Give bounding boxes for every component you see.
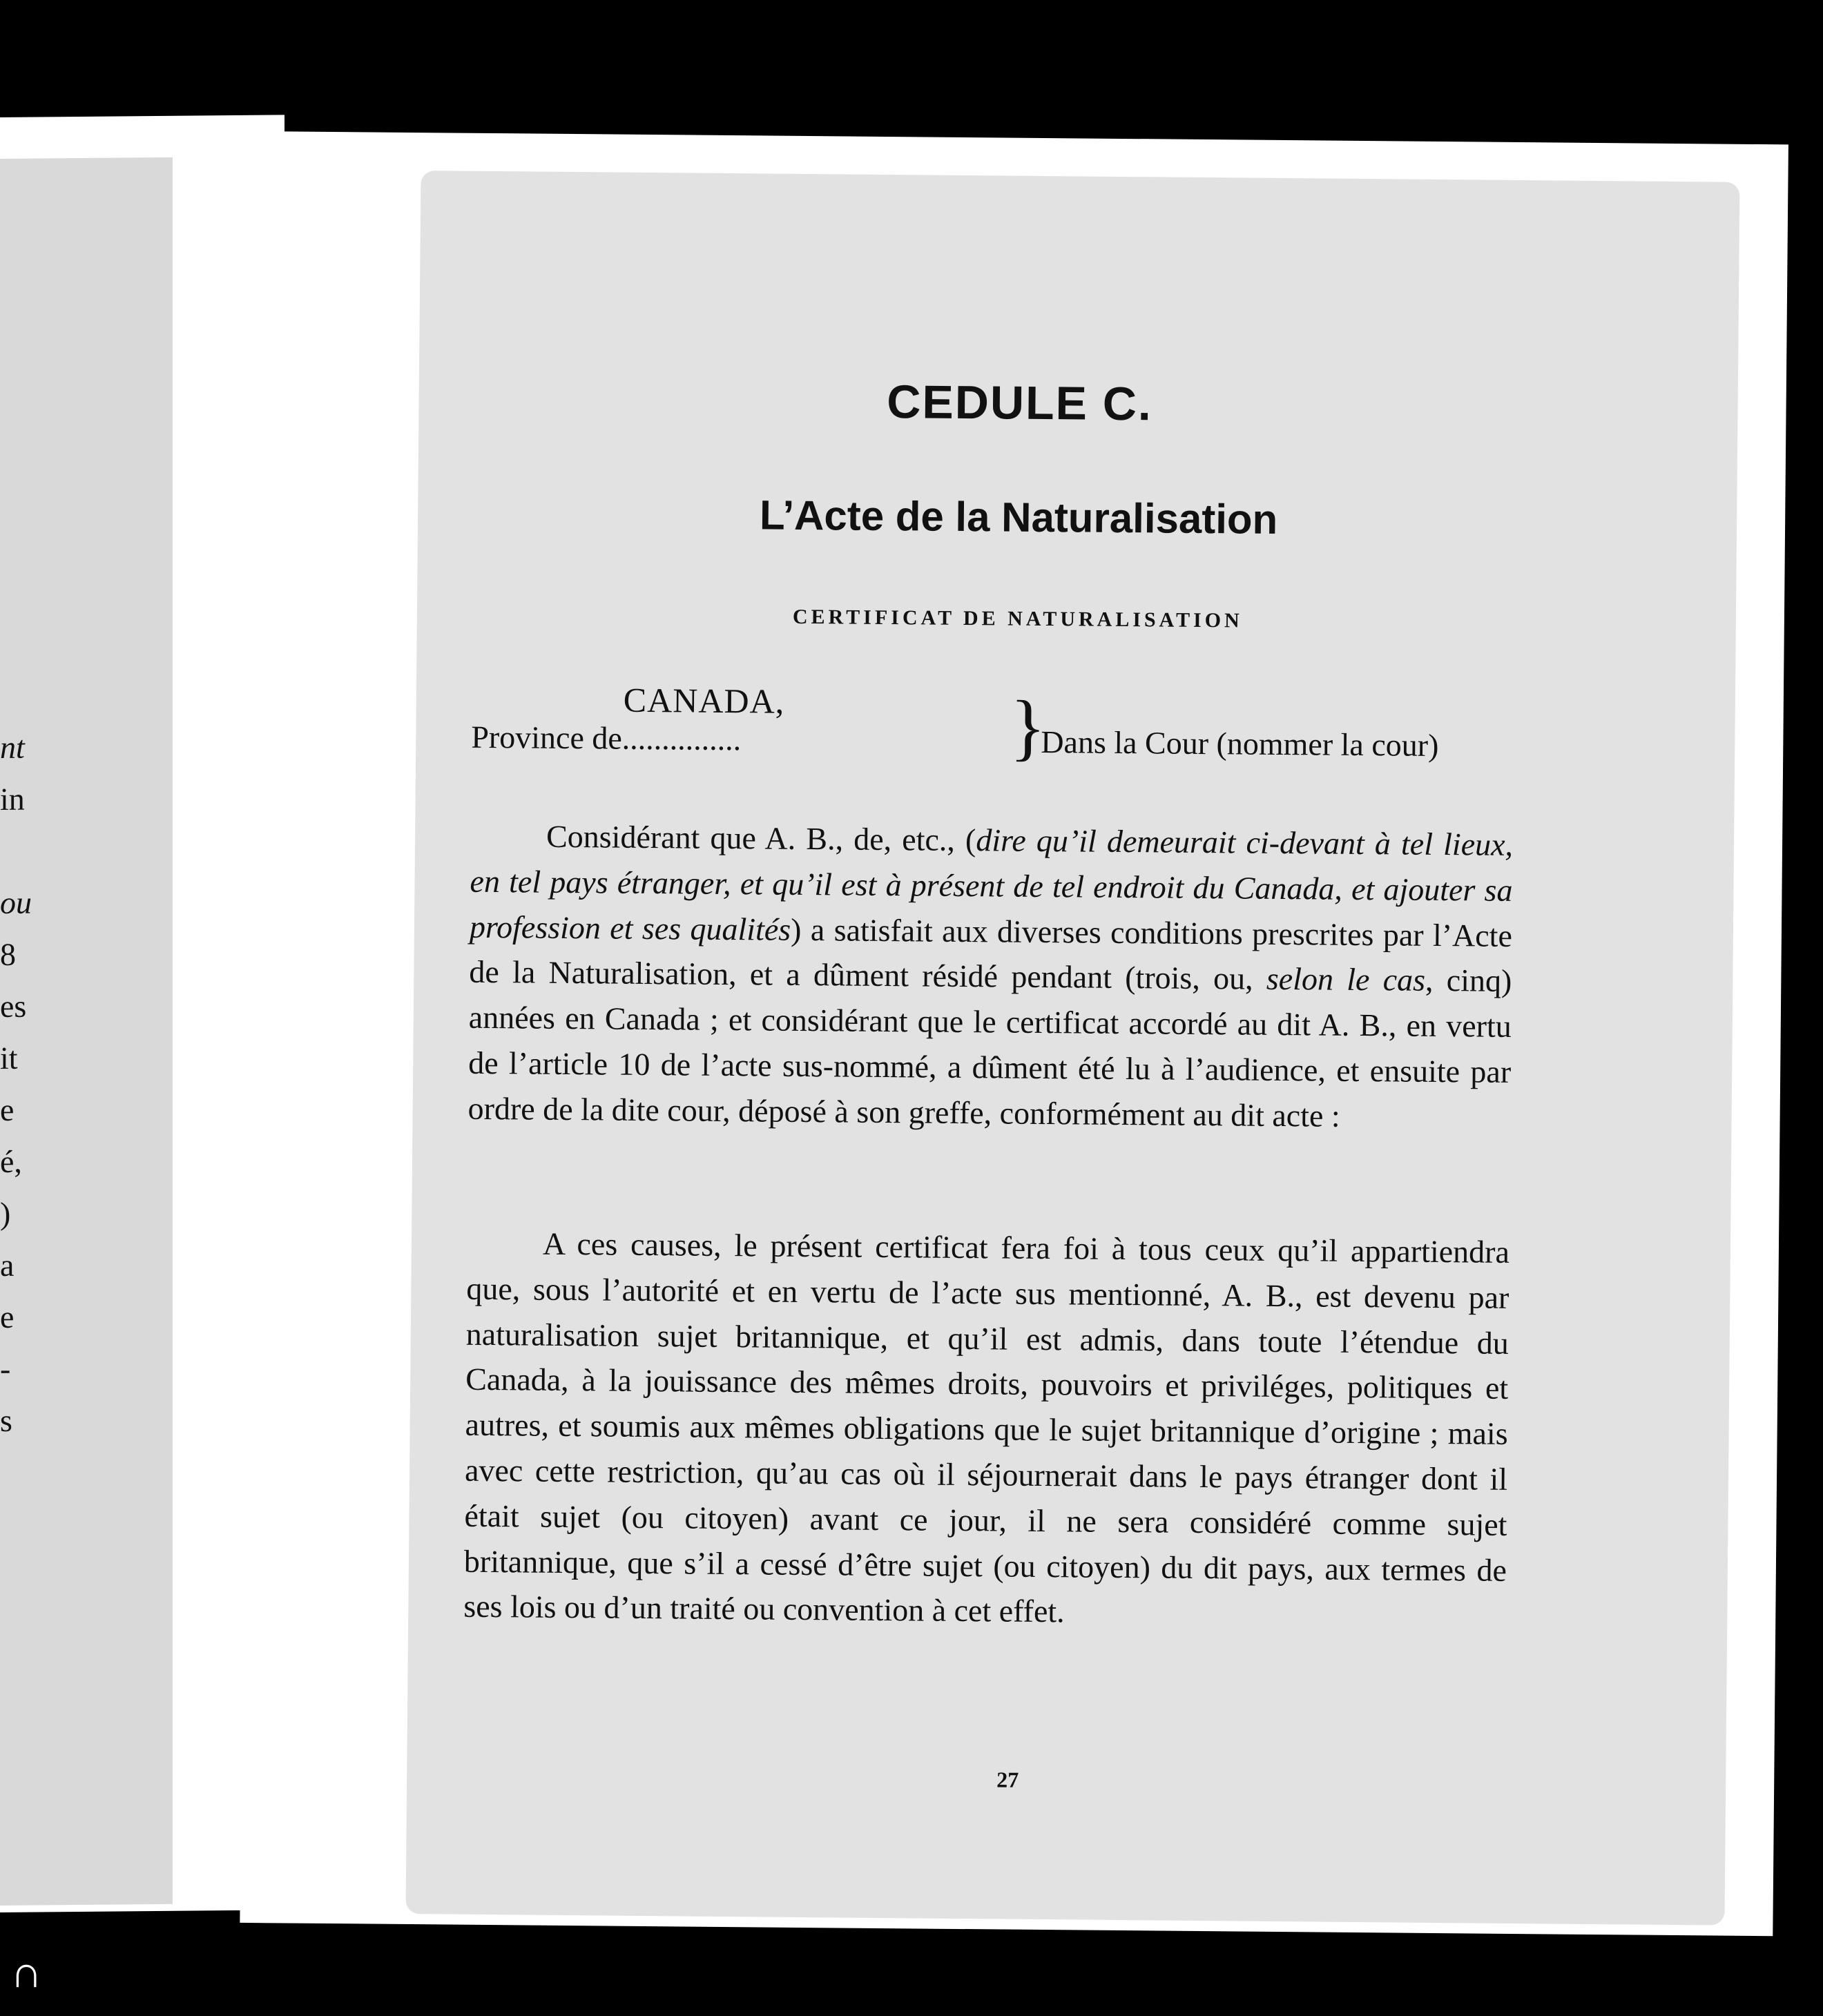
para1-middle: ) a satisfait aux diverses conditions prescrites par l’Acte de la Naturalisation, et a dûment résidé pendant (trois, ou, xyxy=(469,911,1513,997)
left-line: ) xyxy=(0,1195,11,1231)
left-line: s xyxy=(0,1402,12,1438)
para1-end: , cinq) années en Canada ; et considérant que le certificat accordé au dit A. B., en vertu de l’article 10 de l’acte sus-nommé, a dûment été lu à l’audience, et ensuite par ordre de la dite cour, déposé à son greffe, conformément au dit acte : xyxy=(467,962,1512,1134)
para1-italic-instruction: dire qu’il demeurait ci-devant à tel lieux, en tel pays étranger, et qu’il est à présent de tel endroit du Canada, et ajouter sa profession et ses qualités xyxy=(469,822,1514,947)
header-court: Dans la Cour (nommer la cour) xyxy=(1041,724,1439,763)
left-line: - xyxy=(0,1350,11,1386)
left-line: ou xyxy=(0,884,32,920)
para1-italic-selon: selon le cas xyxy=(1266,961,1426,998)
paragraph-considerant xyxy=(467,813,1513,1141)
page-number: 27 xyxy=(996,1767,1019,1792)
left-line: 8 xyxy=(0,936,16,972)
left-line: e xyxy=(0,1092,15,1127)
left-line: es xyxy=(0,988,27,1024)
left-line: a xyxy=(0,1247,15,1283)
certificate-title: CERTIFICAT DE NATURALISATION xyxy=(792,605,1243,632)
para1-lead: Considérant que A. B., de, etc., ( xyxy=(546,818,976,858)
header-canada: CANADA, xyxy=(623,680,785,721)
scan-corner-mark: ∩ xyxy=(10,1948,43,1997)
paragraph-a-ces-causes: A ces causes, le présent certificat fera foi à tous ceux qu’il appartiendra que, sous l’autorité et en vertu de l’acte sus mentionné, A. B., est devenu par naturalisation sujet britannique, et qu’il est admis, dans toute l’étendue du Canada, à la jouissance des mêmes droits, pouvoirs et priviléges, politiques et autres, et soumis aux mêmes obligations que le sujet britannique d’origine ; mais avec cette restriction, qu’au cas où il séjournerait dans le pays étranger dont il était sujet (ou citoyen) avant ce jour, il ne sera considéré comme sujet britannique, que s’il a cessé d’être sujet (ou citoyen) du dit pays, aux termes de ses lois ou d’un traité ou convention à cet effet. xyxy=(463,1225,1510,1629)
header-brace: } xyxy=(1009,686,1046,769)
left-line: in xyxy=(0,781,25,817)
left-line: e xyxy=(0,1299,15,1335)
left-line: é, xyxy=(0,1143,22,1179)
page-subheading: L’Acte de la Naturalisation xyxy=(759,492,1278,543)
left-page-scan xyxy=(0,157,173,1906)
header-province: Province de............... xyxy=(471,719,742,757)
left-line: it xyxy=(0,1040,18,1076)
left-line: nt xyxy=(0,729,25,765)
page-heading: CEDULE C. xyxy=(887,375,1153,431)
right-page xyxy=(240,131,1788,1936)
